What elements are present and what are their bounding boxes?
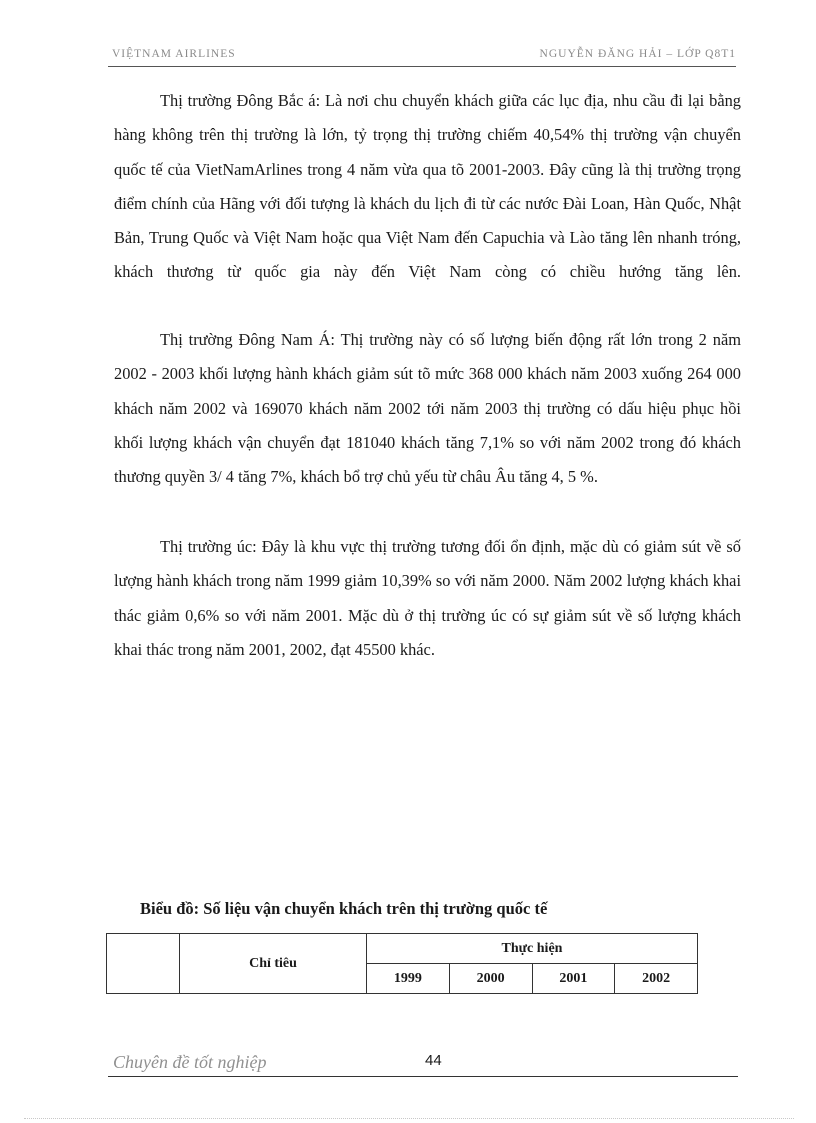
- table-empty-cell: [107, 934, 180, 994]
- paragraph-australia: Thị trường úc: Đây là khu vực thị trường tương đối ổn định, mặc dù có giảm sút về số lượng hành khách trong năm 1999 giảm 10,39% so với năm 2000. Năm 2002 lượng khách khai thác giảm 0,6% so với năm 2001. Mặc dù ở thị trường úc có sự giảm sút về số lượng khách khai thác trong năm 2001, 2002, đạt 45500 khác.: [114, 537, 741, 659]
- table-header-year: 2000: [449, 964, 532, 994]
- paragraph-northeast-asia: Thị trường Đông Bắc á: Là nơi chu chuyển khách giữa các lục địa, nhu cầu đi lại bằng hàng không trên thị trường là lớn, tỷ trọng thị trường chiếm 40,54% thị trường vận chuyển quốc tế của VietNamArlines trong 4 năm vừa qua tõ 2001-2003. Đây cũng là thị trường trọng điểm chính của Hãng với đối tượng là khách du lịch đi từ các nước Đài Loan, Hàn Quốc, Nhật Bản, Trung Quốc và Việt Nam hoặc qua Việt Nam đến Capuchia và Lào tăng lên nhanh tróng, khách thương từ quốc gia này đến Việt Nam còng có chiều hướng tăng lên.: [114, 91, 741, 282]
- table-header-year: 2001: [532, 964, 615, 994]
- header-left: VIỆTNAM AIRLINES: [112, 48, 236, 60]
- footer-divider: [108, 1076, 738, 1077]
- page-number: 44: [425, 1052, 442, 1069]
- header-divider: [108, 66, 736, 67]
- page-edge: [24, 1118, 794, 1119]
- table-header-actual: Thực hiện: [367, 934, 698, 964]
- chart-caption: Biểu đồ: Số liệu vận chuyển khách trên thị trường quốc tế: [140, 899, 548, 918]
- table-header-year: 1999: [367, 964, 450, 994]
- data-table: [106, 933, 698, 994]
- footer-title: Chuyên đề tốt nghiệp: [113, 1052, 267, 1072]
- table-header-year: 2002: [615, 964, 698, 994]
- table-header-indicator: Chỉ tiêu: [180, 934, 367, 994]
- paragraph-southeast-asia: Thị trường Đông Nam Á: Thị trường này có số lượng biến động rất lớn trong 2 năm 2002 - 2003 khối lượng hành khách giảm sút tõ mức 368 000 khách năm 2003 xuống 264 000 khách năm 2002 và 169070 khách năm 2002 tới năm 2003 thị trường có dấu hiệu phục hồi khối lượng khách vận chuyển đạt 181040 khách tăng 7,1% so với năm 2002 trong đó khách thương quyền 3/ 4 tăng 7%, khách bổ trợ chủ yếu từ châu Âu tăng 4, 5 %.: [114, 330, 741, 487]
- header-right: NGUYỄN ĐĂNG HẢI – LỚP Q8T1: [539, 48, 736, 60]
